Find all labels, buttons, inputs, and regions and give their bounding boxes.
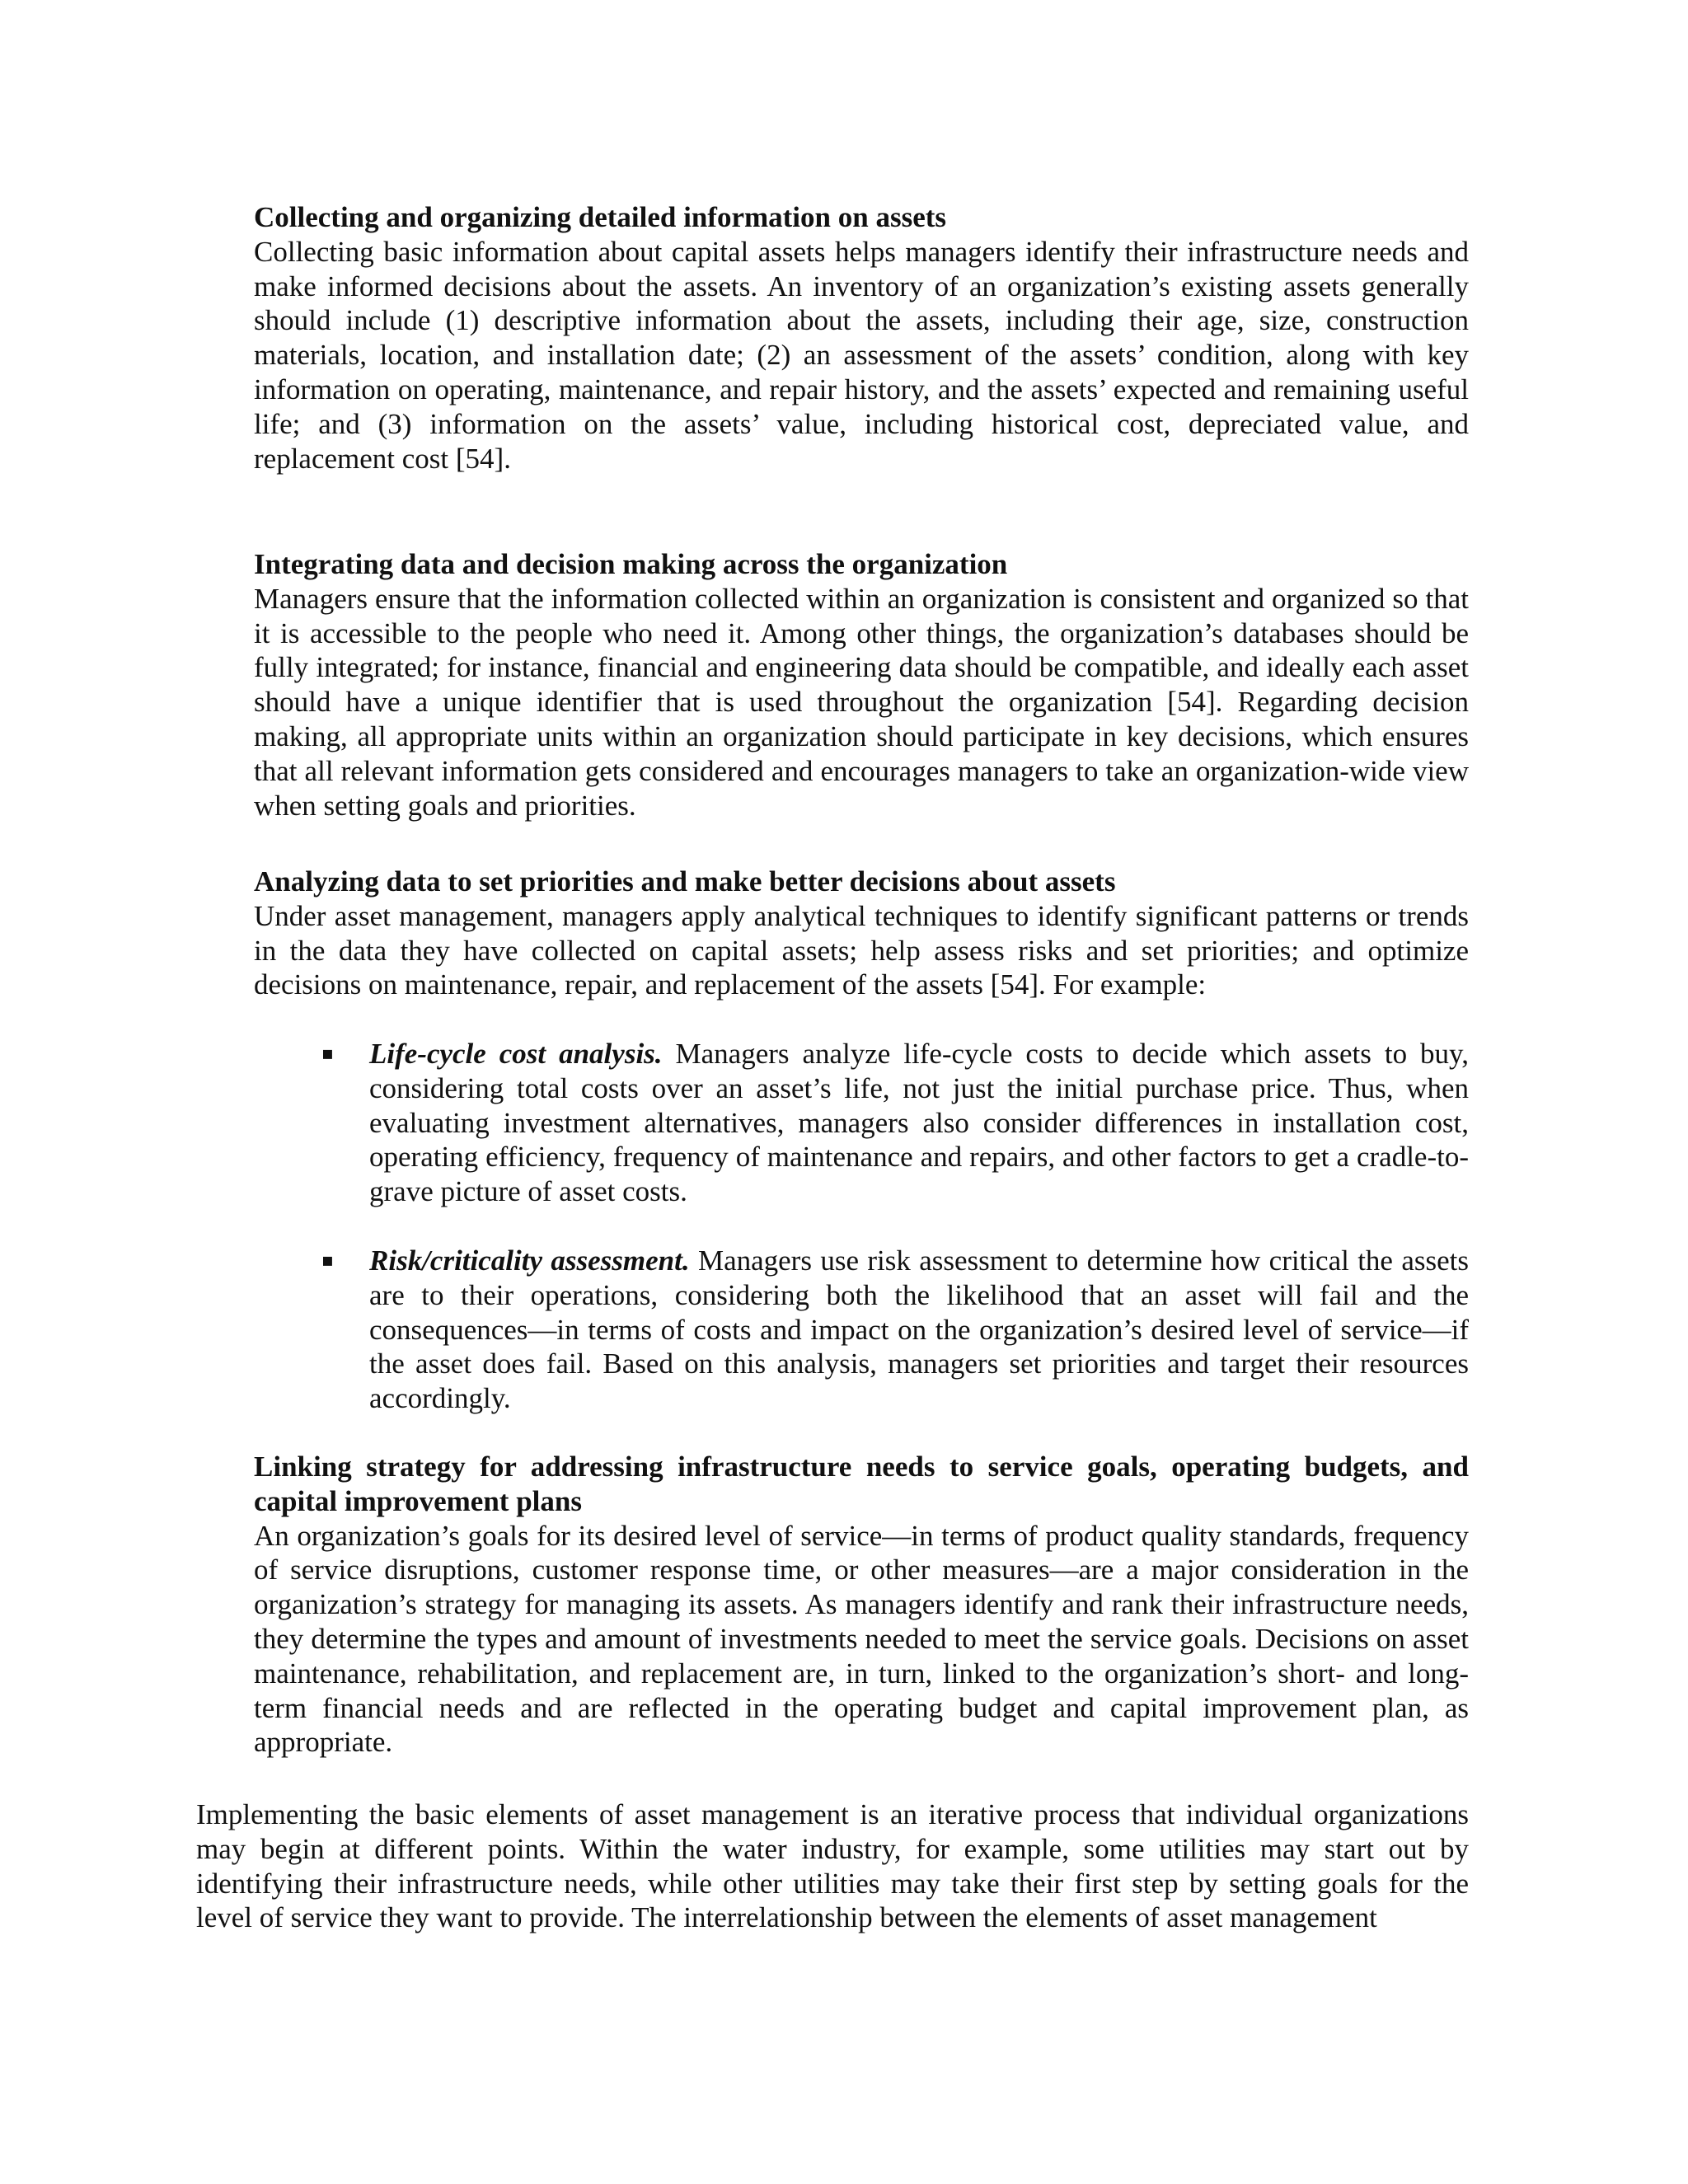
bullet-item-life-cycle <box>321 1037 1469 1209</box>
bullet-text: Managers use risk assessment to determine how critical the assets are to their operations, considering both the likelihood that an asset will fail and the consequences—in terms of costs and impact on the organization’s desired level of service—if the asset does fail. Based on this analysis, managers set priorities and target their resources accordingly. <box>369 1244 1469 1415</box>
section-heading: Linking strategy for addressing infrastructure needs to service goals, operating budgets, and capital improvement plans <box>254 1451 1469 1517</box>
bullet-item-risk-criticality <box>321 1244 1469 1416</box>
square-bullet-icon: ▪ <box>321 1250 334 1271</box>
square-bullet-icon: ▪ <box>321 1043 334 1064</box>
section-heading: Integrating data and decision making across the organization <box>254 548 1008 580</box>
section-collecting-information <box>254 200 1469 476</box>
section-analyzing-data <box>254 865 1469 1002</box>
closing-paragraph: Implementing the basic elements of asset management is an iterative process that individual organizations may begin at different points. Within the water industry, for example, some utilities may start out by identifying their infrastructure needs, while other utilities may take their first step by setting goals for the level of service they want to provide. The interrelationship between the elements of asset management <box>196 1798 1469 1934</box>
section-body: Under asset management, managers apply analytical techniques to identify significant patterns or trends in the data they have collected on capital assets; help assess risks and set priorities; and optimize decisions on maintenance, repair, and replacement of the assets [54]. For example: <box>254 899 1469 1001</box>
bullet-text: Managers analyze life-cycle costs to decide which assets to buy, considering total costs over an asset’s life, not just the initial purchase price. Thus, when evaluating investment alternatives, managers also consider differences in installation cost, operating efficiency, frequency of maintenance and repairs, and other factors to get a cradle-to-grave picture of asset costs. <box>369 1038 1469 1208</box>
section-heading: Analyzing data to set priorities and make better decisions about assets <box>254 865 1116 898</box>
section-linking-strategy <box>254 1450 1469 1760</box>
bullet-term: Life-cycle cost analysis. <box>369 1038 663 1070</box>
section-body: An organization’s goals for its desired level of service—in terms of product quality standards, frequency of service disruptions, customer response time, or other measures—are a major consideration in the organization’s strategy for managing its assets. As managers identify and rank their infrastructure needs, they determine the types and amount of investments needed to meet the service goals. Decisions on asset maintenance, rehabilitation, and replacement are, in turn, linked to the organization’s short- and long-term financial needs and are reflected in the operating budget and capital improvement plan, as appropriate. <box>254 1519 1469 1759</box>
bullet-term: Risk/criticality assessment. <box>369 1244 690 1277</box>
section-body: Collecting basic information about capital assets helps managers identify their infrastructure needs and make informed decisions about the assets. An inventory of an organization’s existing assets generally should include (1) descriptive information about the assets, including their age, size, construction materials, location, and installation date; (2) an assessment of the assets’ condition, along with key information on operating, maintenance, and repair history, and the assets’ expected and remaining useful life; and (3) information on the assets’ value, including historical cost, depreciated value, and replacement cost [54]. <box>254 235 1469 475</box>
section-heading: Collecting and organizing detailed information on assets <box>254 201 947 233</box>
section-body: Managers ensure that the information collected within an organization is consistent and organized so that it is accessible to the people who need it. Among other things, the organization’s databases should be fully integrated; for instance, financial and engineering data should be compatible, and ideally each asset should have a unique identifier that is used throughout the organization [54]. Regarding decision making, all appropriate units within an organization should participate in key decisions, which ensures that all relevant information gets considered and encourages managers to take an organization-wide view when setting goals and priorities. <box>254 582 1469 822</box>
section-integrating-data <box>254 547 1469 823</box>
